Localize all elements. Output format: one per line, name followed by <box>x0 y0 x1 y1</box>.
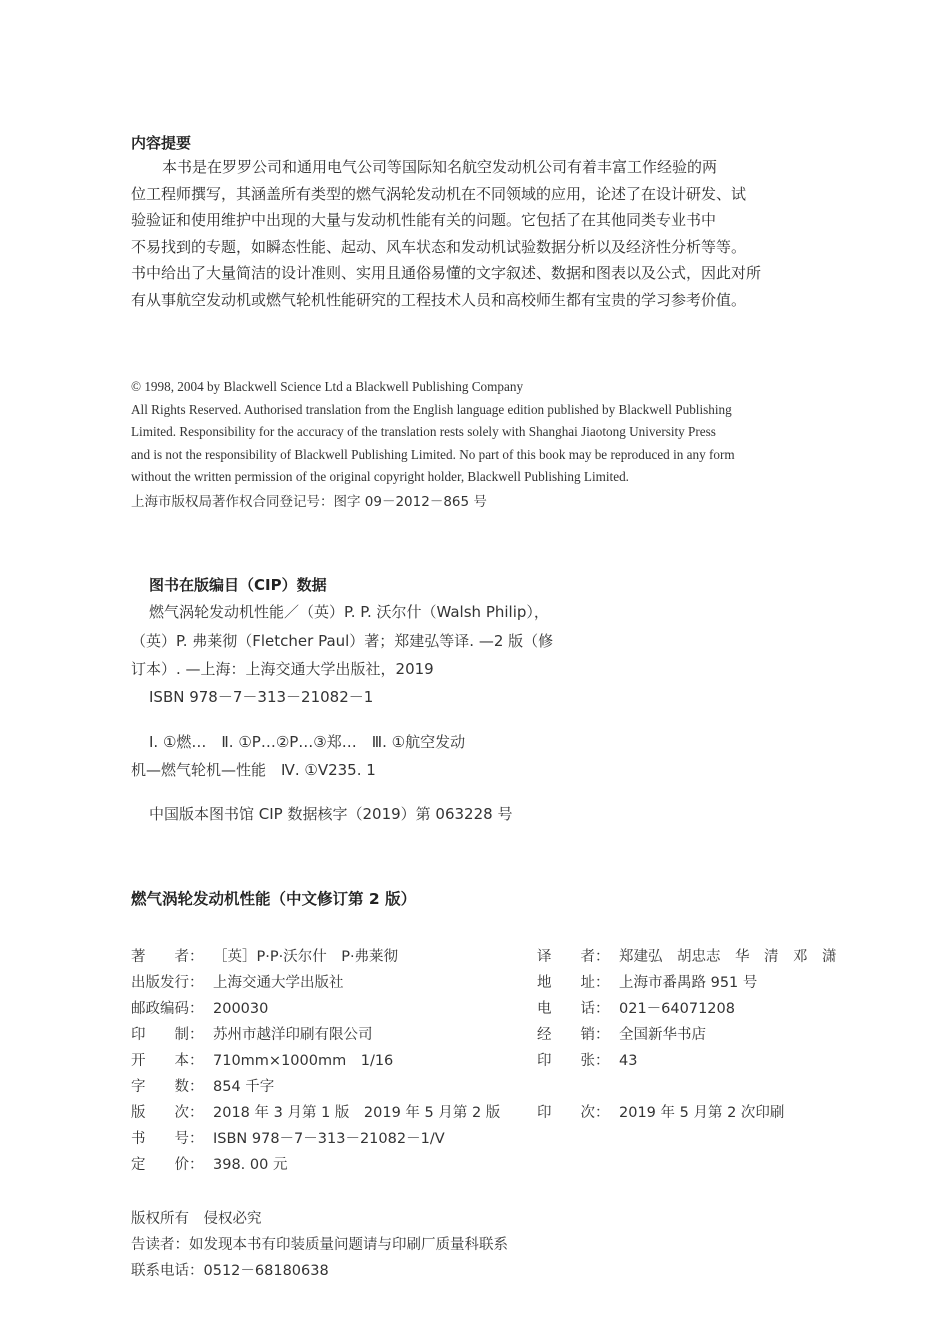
info-value: ［英］P·P·沃尔什 P·弗莱彻 <box>213 949 399 965</box>
info-label: 电 话： <box>537 1001 610 1017</box>
info-label: 开 本： <box>131 1053 204 1069</box>
info-value: 200030 <box>213 1001 269 1017</box>
info-value: 710mm×1000mm 1/16 <box>213 1053 394 1069</box>
info-address <box>537 971 757 992</box>
reader-notice: 告读者：如发现本书有印装质量问题请与印刷厂质量科联系 <box>131 1237 508 1253</box>
cip-title: 图书在版编目（CIP）数据 <box>149 576 327 594</box>
info-value: 上海市番禺路 951 号 <box>619 975 758 991</box>
abstract-line: 验验证和使用维护中出现的大量与发动机性能有关的问题。它包括了在其他同类专业书中 <box>131 211 717 229</box>
info-postcode <box>131 997 268 1018</box>
info-value: 上海交通大学出版社 <box>213 975 344 991</box>
info-value: 2018 年 3 月第 1 版 2019 年 5 月第 2 版 <box>213 1105 501 1121</box>
info-phone <box>537 997 735 1018</box>
info-label: 著 者： <box>131 949 204 965</box>
info-isbn <box>131 1127 445 1148</box>
cip-classification: 机—燃气轮机—性能 Ⅳ. ①V235. 1 <box>131 761 376 779</box>
info-label: 版 次： <box>131 1105 204 1121</box>
info-printer <box>131 1023 373 1044</box>
info-edition <box>131 1101 500 1122</box>
book-title: 燃气涡轮发动机性能（中文修订第 2 版） <box>131 890 417 908</box>
info-label: 印 次： <box>537 1105 610 1121</box>
info-label: 经 销： <box>537 1027 610 1043</box>
info-printing <box>537 1101 784 1122</box>
info-format <box>131 1049 393 1070</box>
abstract-line: 不易找到的专题，如瞬态性能、起动、风车状态和发动机试验数据分析以及经济性分析等等。 <box>131 237 747 256</box>
info-price <box>131 1153 287 1174</box>
cip-verification: 中国版本图书馆 CIP 数据核字（2019）第 063228 号 <box>149 805 513 823</box>
copyright-registration: 上海市版权局著作权合同登记号：图字 09－2012－865 号 <box>131 494 487 510</box>
info-value: 021－64071208 <box>619 1001 735 1017</box>
info-value: 郑建弘 胡忠志 华 清 邓 潇 <box>619 949 837 965</box>
info-value: 2019 年 5 月第 2 次印刷 <box>619 1105 785 1121</box>
cip-line: 订本）. —上海：上海交通大学出版社，2019 <box>131 660 434 678</box>
cip-isbn: ISBN 978－7－313－21082－1 <box>149 688 374 706</box>
copyright-line: Limited. Responsibility for the accuracy of the translation rests solely with Shanghai Jiaotong University Press <box>131 424 716 439</box>
info-value: ISBN 978－7－313－21082－1/V <box>213 1131 445 1147</box>
info-label: 地 址： <box>537 975 610 991</box>
info-value: 全国新华书店 <box>619 1027 706 1043</box>
info-translator <box>537 945 837 966</box>
info-label: 定 价： <box>131 1157 204 1173</box>
copyright-line: without the written permission of the original copyright holder, Blackwell Publishing Limited. <box>131 469 629 484</box>
copyright-line: All Rights Reserved. Authorised translation from the English language edition published by Blackwell Publishing <box>131 401 732 417</box>
rights-notice: 版权所有 侵权必究 <box>131 1211 262 1227</box>
cip-line: 燃气涡轮发动机性能／（英）P. P. 沃尔什（Walsh Philip）， <box>149 603 549 621</box>
abstract-line: 书中给出了大量简洁的设计准则、实用且通俗易懂的文字叙述、数据和图表以及公式，因此对所 <box>131 264 762 282</box>
abstract-line: 位工程师撰写，其涵盖所有类型的燃气涡轮发动机在不同领域的应用，论述了在设计研发、试 <box>131 184 747 203</box>
info-label: 译 者： <box>537 949 610 965</box>
info-label: 出版发行： <box>131 975 204 991</box>
contact-phone: 联系电话：0512－68180638 <box>131 1263 329 1279</box>
info-sheets <box>537 1049 637 1070</box>
info-value: 854 千字 <box>213 1079 275 1095</box>
info-publisher <box>131 971 344 992</box>
abstract-body <box>131 154 849 313</box>
info-label: 书 号： <box>131 1131 204 1147</box>
info-value: 398. 00 元 <box>213 1157 288 1173</box>
abstract-title: 内容提要 <box>131 134 192 152</box>
copyright-line: © 1998, 2004 by Blackwell Science Ltd a Blackwell Publishing Company <box>131 379 524 394</box>
info-label: 字 数： <box>131 1079 204 1095</box>
info-label: 印 张： <box>537 1053 610 1069</box>
info-label: 印 制： <box>131 1027 204 1043</box>
info-value: 43 <box>619 1053 638 1069</box>
cip-line: （英）P. 弗莱彻（Fletcher Paul）著；郑建弘等译. —2 版（修 <box>131 632 554 650</box>
info-author <box>131 945 398 966</box>
info-value: 苏州市越洋印刷有限公司 <box>213 1027 373 1043</box>
copyright-line: and is not the responsibility of Blackwell Publishing Limited. No part of this book may be reproduced in any form <box>131 446 735 462</box>
info-label: 邮政编码： <box>131 1001 204 1017</box>
info-distributor <box>537 1023 706 1044</box>
copyright-notice <box>131 376 851 489</box>
abstract-line: 本书是在罗罗公司和通用电气公司等国际知名航空发动机公司有着丰富工作经验的两 <box>162 158 718 176</box>
abstract-line: 有从事航空发动机或燃气轮机性能研究的工程技术人员和高校师生都有宝贵的学习参考价值。 <box>131 290 747 309</box>
info-wordcount <box>131 1075 274 1096</box>
cip-classification: Ⅰ. ①燃… Ⅱ. ①P…②P…③郑… Ⅲ. ①航空发动 <box>149 733 466 751</box>
